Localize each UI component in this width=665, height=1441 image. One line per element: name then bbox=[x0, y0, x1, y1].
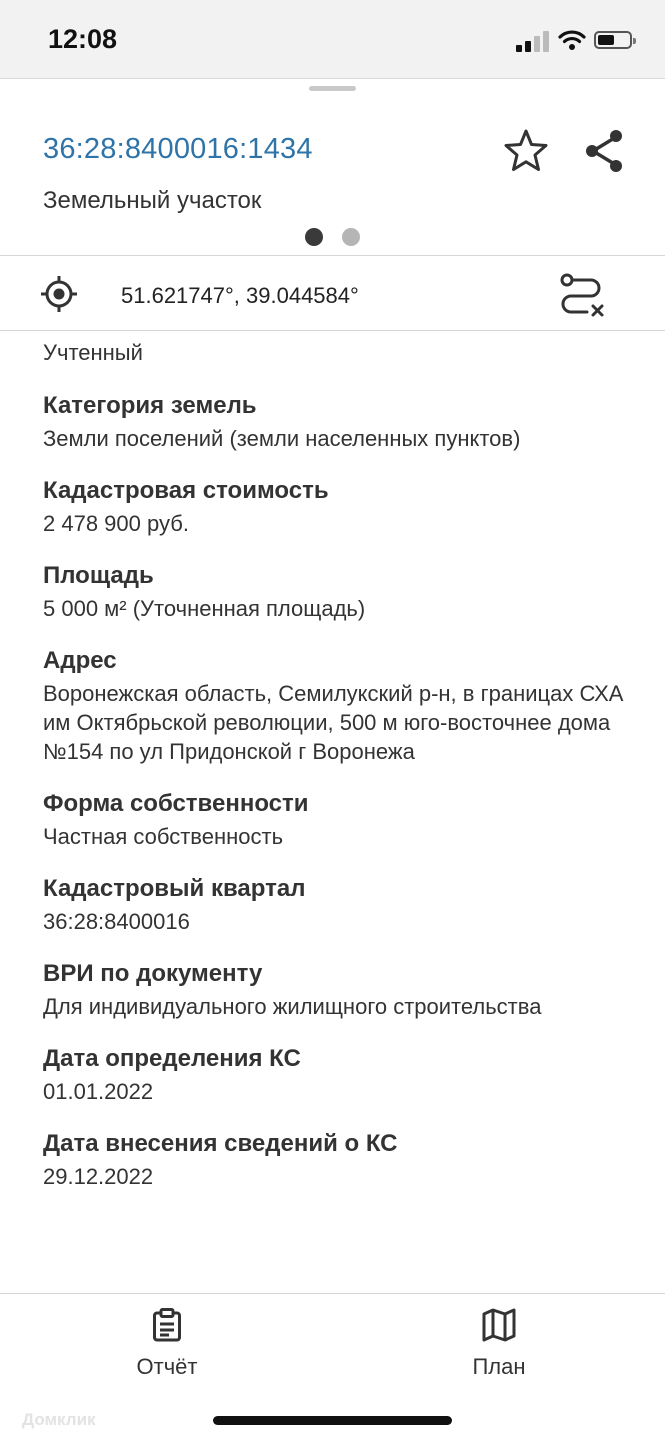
field-label: Категория земель bbox=[43, 392, 257, 419]
bottom-tab-bar bbox=[0, 1293, 665, 1441]
field-value: 01.01.2022 bbox=[43, 1079, 154, 1104]
watermark: Домклик bbox=[22, 1410, 96, 1429]
map-icon bbox=[482, 1308, 516, 1342]
field-label: Площадь bbox=[43, 562, 154, 589]
plan-tab-label: План bbox=[472, 1354, 526, 1379]
report-tab[interactable] bbox=[97, 1308, 237, 1378]
signal-icon bbox=[516, 30, 550, 52]
share-icon[interactable] bbox=[583, 127, 627, 175]
field-land-category bbox=[43, 390, 643, 453]
sheet-drag-handle[interactable] bbox=[309, 86, 356, 91]
location-target-icon[interactable] bbox=[40, 275, 78, 313]
status-icons bbox=[516, 28, 641, 56]
page-dot-inactive[interactable] bbox=[342, 228, 360, 246]
plan-tab[interactable] bbox=[429, 1308, 569, 1378]
field-value: Частная собственность bbox=[43, 824, 284, 849]
object-type: Земельный участок bbox=[43, 187, 262, 214]
field-area bbox=[43, 560, 643, 623]
status-value: Учтенный bbox=[43, 340, 143, 365]
field-value: 2 478 900 руб. bbox=[43, 511, 189, 536]
coordinates-text[interactable]: 51.621747°, 39.044584° bbox=[121, 283, 359, 308]
favorite-star-icon[interactable] bbox=[502, 127, 550, 175]
field-label: Дата внесения сведений о КС bbox=[43, 1130, 398, 1157]
status-bar bbox=[0, 0, 665, 79]
field-value: 29.12.2022 bbox=[43, 1164, 154, 1189]
field-cadastral-quarter bbox=[43, 873, 643, 936]
field-value-date bbox=[43, 1043, 643, 1106]
field-cadastral-value bbox=[43, 475, 643, 538]
field-label: ВРИ по документу bbox=[43, 960, 263, 987]
wifi-icon bbox=[558, 28, 586, 52]
field-value[interactable]: 36:28:8400016 bbox=[43, 909, 190, 934]
page-dot-active[interactable] bbox=[305, 228, 323, 246]
field-ownership bbox=[43, 788, 643, 851]
clipboard-icon bbox=[152, 1308, 182, 1342]
route-icon[interactable] bbox=[557, 272, 607, 318]
object-header bbox=[0, 95, 665, 255]
status-time: 12:08 bbox=[48, 24, 118, 54]
report-tab-label: Отчёт bbox=[136, 1354, 198, 1379]
field-record-date bbox=[43, 1128, 643, 1191]
field-address bbox=[43, 645, 643, 766]
field-value: Земли поселений (земли населенных пунктов) bbox=[43, 426, 521, 451]
battery-icon bbox=[594, 31, 632, 49]
field-label: Форма собственности bbox=[43, 790, 309, 817]
field-value: Воронежская область, Семилукский р-н, в границах СХА им Октябрьской революции, 500 м юго-восточнее дома №154 по ул Придонской г Воронежа bbox=[43, 681, 624, 764]
field-label: Кадастровая стоимость bbox=[43, 477, 329, 504]
details-list bbox=[43, 338, 643, 1191]
page-indicator bbox=[305, 228, 365, 246]
field-permitted-use bbox=[43, 958, 643, 1021]
field-label: Кадастровый квартал bbox=[43, 875, 306, 902]
field-value: Для индивидуального жилищного строительства bbox=[43, 994, 542, 1019]
cadastral-number[interactable]: 36:28:8400016:1434 bbox=[43, 133, 313, 165]
coordinates-bar bbox=[0, 255, 665, 331]
field-value: 5 000 м² (Уточненная площадь) bbox=[43, 596, 366, 621]
field-label: Адрес bbox=[43, 647, 117, 674]
home-indicator[interactable] bbox=[213, 1416, 452, 1425]
field-label: Дата определения КС bbox=[43, 1045, 301, 1072]
